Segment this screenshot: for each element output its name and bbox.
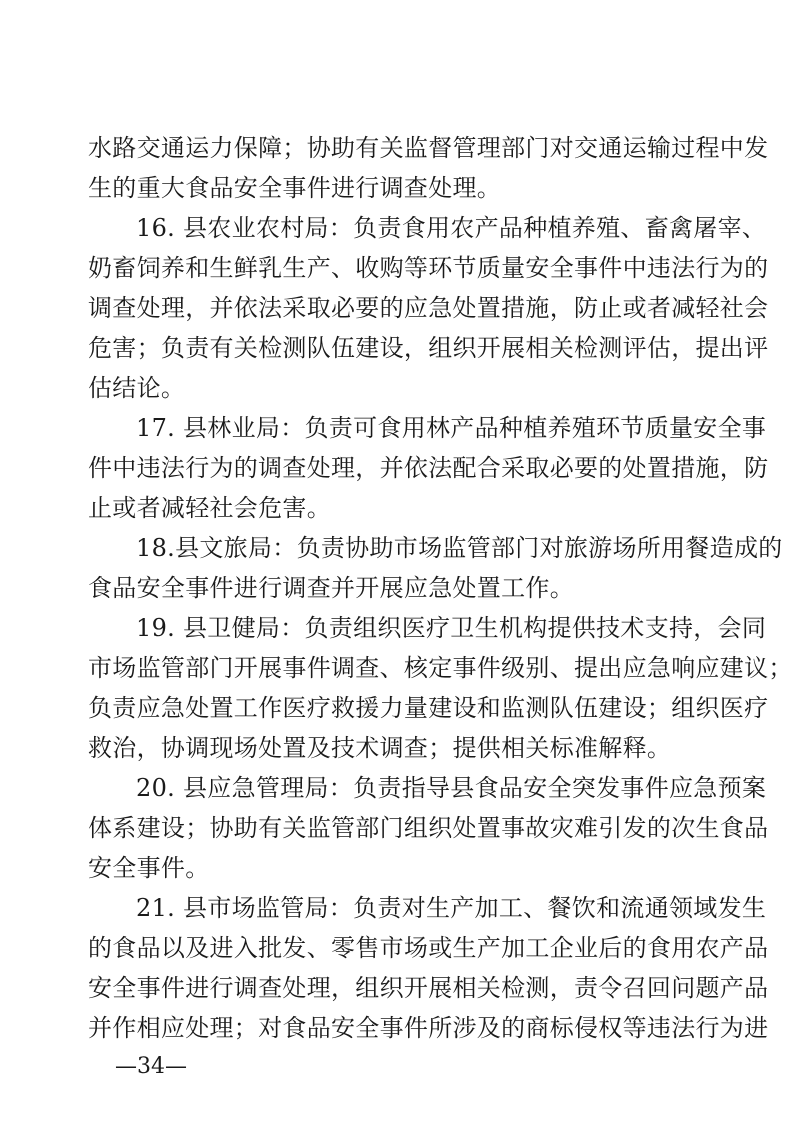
text-line: 调查处理，并依法采取必要的应急处置措施，防止或者减轻社会	[88, 294, 769, 322]
text-line: 奶畜饲养和生鲜乳生产、收购等环节质量安全事件中违法行为的	[88, 254, 769, 282]
paragraph-21-start: 21. 县市场监管局：负责对生产加工、餐饮和流通领域发生	[136, 894, 767, 922]
text-line: 安全事件进行调查处理，组织开展相关检测，责令召回问题产品	[88, 974, 769, 1002]
text-line: 危害；负责有关检测队伍建设，组织开展相关检测评估，提出评	[88, 334, 769, 362]
text-line: 件中违法行为的调查处理，并依法配合采取必要的处置措施，防	[88, 454, 769, 482]
text-line: 市场监管部门开展事件调查、核定事件级别、提出应急响应建议；	[88, 654, 793, 682]
paragraph-16-start: 16. 县农业农村局：负责食用农产品种植养殖、畜禽屠宰、	[136, 214, 767, 242]
text-line: 食品安全事件进行调查并开展应急处置工作。	[88, 574, 574, 602]
text-line: 水路交通运力保障；协助有关监督管理部门对交通运输过程中发	[88, 134, 769, 162]
text-line: 安全事件。	[88, 854, 210, 882]
text-line: 并作相应处理；对食品安全事件所涉及的商标侵权等违法行为进	[88, 1014, 769, 1042]
text-line: 生的重大食品安全事件进行调查处理。	[88, 174, 502, 202]
text-line: 负责应急处置工作医疗救援力量建设和监测队伍建设；组织医疗	[88, 694, 769, 722]
text-line: 体系建设；协助有关监管部门组织处置事故灾难引发的次生食品	[88, 814, 769, 842]
text-line: 救治，协调现场处置及技术调查；提供相关标准解释。	[88, 734, 672, 762]
paragraph-17-start: 17. 县林业局：负责可食用林产品种植养殖环节质量安全事	[136, 414, 767, 442]
text-line: 估结论。	[88, 374, 186, 402]
text-line: 的食品以及进入批发、零售市场或生产加工企业后的食用农产品	[88, 934, 769, 962]
page-number: —34—	[115, 1054, 187, 1079]
paragraph-20-start: 20. 县应急管理局：负责指导县食品安全突发事件应急预案	[136, 774, 767, 802]
paragraph-18-start: 18.县文旅局：负责协助市场监管部门对旅游场所用餐造成的	[136, 534, 783, 562]
paragraph-19-start: 19. 县卫健局：负责组织医疗卫生机构提供技术支持，会同	[136, 614, 767, 642]
text-line: 止或者减轻社会危害。	[88, 494, 331, 522]
